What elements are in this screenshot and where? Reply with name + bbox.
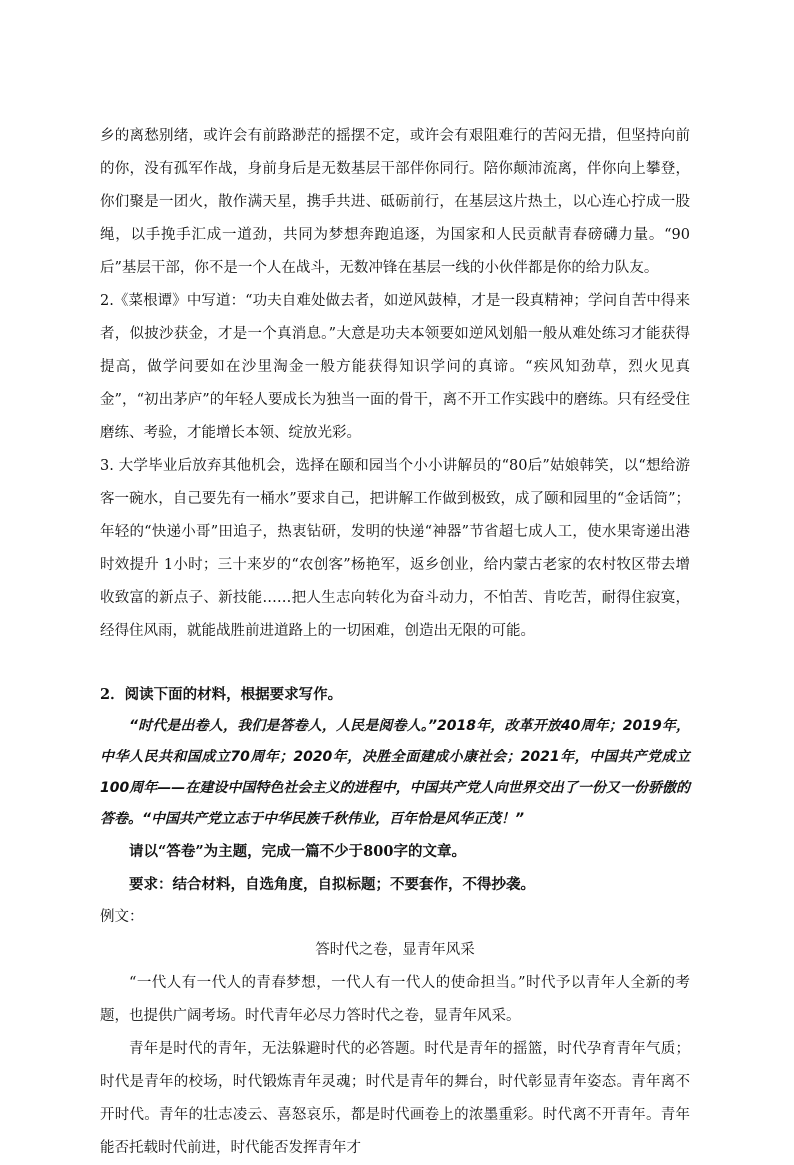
section-gap	[100, 648, 690, 678]
question-material: “时代是出卷人，我们是答卷人，人民是阅卷人。”2018年，改革开放40周年；2019年，中华人民共和国成立70周年；2020年，决胜全面建成小康社会；2021年，中国共产党成立100周年——在建设中国特色社会主义的进程中，中国共产党人向世界交出了一份又一份骄傲的答卷。“中国共产党立志于中华民族千秋伟业，百年恰是风华正茂！”	[100, 718, 690, 827]
example-paragraph-2: 青年是时代的青年，无法躲避时代的必答题。时代是青年的摇篮，时代孕育青年气质；时代是青年的校场，时代锻炼青年灵魂；时代是青年的舞台，时代彰显青年姿态。青年离不开时代。青年的壮志凌云、喜怒哀乐，都是时代画卷上的浓墨重彩。时代离不开青年。青年能否托载时代前进，时代能否发挥青年才	[100, 1041, 690, 1156]
question-task: 请以“答卷”为主题，完成一篇不少于800字的文章。	[129, 843, 466, 860]
list-item-3: 3. 大学毕业后放弃其他机会，选择在颐和园当个小小讲解员的“80后”姑娘韩笑，以“想给游客一碗水，自己要先有一桶水”要求自己，把讲解工作做到极致，成了颐和园里的“金话筒”；年轻的“快递小哥”田追子，热衷钻研，发明的快递“神器”节省超七成人工，使水果寄递出港时效提升 1小时；三十来岁的“农创客”杨艳军，返乡创业，给内蒙古老家的农村牧区带去增收致富的新点子、新技能……把人生志向转化为奋斗动力，不怕苦、肯吃苦，耐得住寂寞，经得住风雨，就能战胜前进道路上的一切困难，创造出无限的可能。	[100, 458, 690, 639]
example-paragraph-1: “一代人有一代人的青春梦想，一代人有一代人的使命担当。”时代予以青年人全新的考题，也提供广阔考场。时代青年必尽力答时代之卷，显青年风采。	[100, 975, 690, 1024]
document-page	[100, 120, 690, 1165]
question-requirement: 要求：结合材料，自选角度，自拟标题；不要套作，不得抄袭。	[129, 876, 535, 893]
example-label: 例文：	[100, 909, 144, 925]
list-item-2: 2.《菜根谭》中写道：“功夫自难处做去者，如逆风鼓棹，才是一段真精神；学问自苦中得来者，似披沙获金，才是一个真消息。”大意是功夫本领要如逆风划船一般从难处练习才能获得提高，做学问要如在沙里淘金一般方能获得知识学问的真谛。“疾风知劲草，烈火见真金”，“初出茅庐”的年轻人要成长为独当一面的骨干，离不开工作实践中的磨练。只有经受住磨练、考验，才能增长本领、绽放光彩。	[100, 293, 690, 441]
example-title: 答时代之卷，显青年风采	[315, 942, 475, 958]
question-heading: 2．阅读下面的材料，根据要求写作。	[100, 686, 343, 703]
paragraph-continuation: 乡的离愁别绪，或许会有前路渺茫的摇摆不定，或许会有艰阻难行的苦闷无措，但坚持向前的你，没有孤军作战，身前身后是无数基层干部伴你同行。陪你颠沛流离，伴你向上攀登，你们聚是一团火，散作满天星，携手共进、砥砺前行，在基层这片热土，以心连心拧成一股绳，以手挽手汇成一道劲，共同为梦想奔跑追逐，为国家和人民贡献青春磅礴力量。“90后”基层干部，你不是一个人在战斗，无数冲锋在基层一线的小伙伴都是你的给力队友。	[100, 128, 690, 276]
